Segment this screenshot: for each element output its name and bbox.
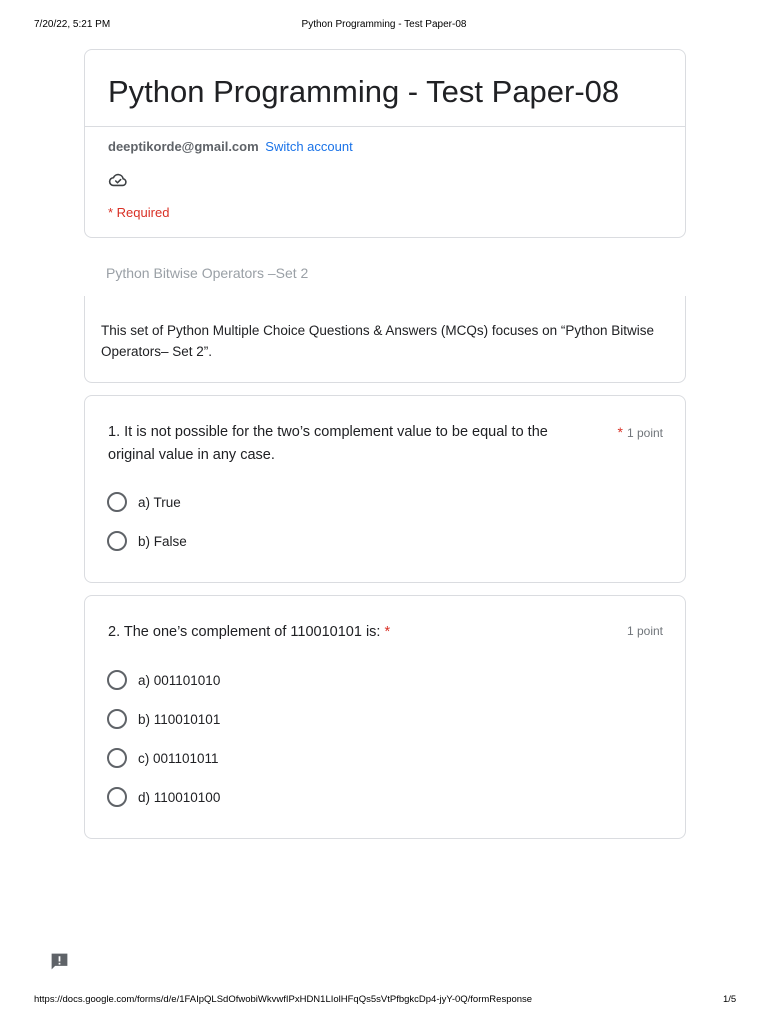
option-label: c) 001101011 [138, 750, 219, 766]
radio-button[interactable] [107, 531, 127, 551]
required-star: * [384, 624, 391, 640]
radio-button[interactable] [107, 787, 127, 807]
title-divider [85, 126, 685, 127]
print-header [0, 0, 768, 40]
radio-button[interactable] [107, 670, 127, 690]
radio-option[interactable] [107, 747, 219, 769]
question-text [108, 621, 578, 644]
form-header-card [84, 49, 686, 238]
option-label: b) False [138, 533, 187, 549]
radio-option[interactable] [107, 530, 187, 552]
option-label: a) True [138, 494, 181, 510]
option-label: b) 110010101 [138, 711, 221, 727]
question-text-body: 2. The one’s complement of 110010101 is: [108, 624, 381, 640]
section-title: Python Bitwise Operators –Set 2 [106, 265, 309, 281]
question-text: 1. It is not possible for the two’s complement value to be equal to the original value in any case. [108, 424, 548, 463]
radio-option[interactable] [107, 491, 181, 513]
print-doc-title: Python Programming - Test Paper-08 [301, 19, 467, 30]
question-points: 1 point [626, 624, 663, 638]
radio-button[interactable] [107, 709, 127, 729]
radio-option[interactable] [107, 669, 220, 691]
points-label: 1 point [626, 426, 663, 440]
required-star: * [617, 424, 623, 440]
radio-button[interactable] [107, 748, 127, 768]
radio-button[interactable] [107, 492, 127, 512]
section-description: This set of Python Multiple Choice Questions & Answers (MCQs) focuses on “Python Bitwise Operators– Set 2”. [101, 323, 654, 359]
option-label: a) 001101010 [138, 672, 221, 688]
option-label: d) 110010100 [138, 789, 221, 805]
radio-option[interactable] [107, 708, 220, 730]
form-title: Python Programming - Test Paper-08 [108, 74, 620, 109]
account-row [108, 139, 353, 154]
cloud-saved-icon [108, 171, 128, 189]
footer-page-number: 1/5 [723, 994, 737, 1005]
required-note: * Required [108, 205, 170, 220]
switch-account-link[interactable]: Switch account [265, 139, 353, 154]
radio-option[interactable] [107, 786, 220, 808]
feedback-icon[interactable] [49, 951, 70, 972]
question-card-2 [84, 595, 686, 839]
print-datetime: 7/20/22, 5:21 PM [34, 19, 111, 30]
question-card-1 [84, 395, 686, 583]
section-description-card [84, 296, 686, 383]
footer-url: https://docs.google.com/forms/d/e/1FAIpQLSdOfwobiWkvwfIPxHDN1LIolHFqQs5sVtPfbgkcDp4-jyY-0Q/formResponse [34, 994, 533, 1005]
account-email: deeptikorde@gmail.com [108, 139, 259, 154]
question-points [618, 424, 663, 440]
